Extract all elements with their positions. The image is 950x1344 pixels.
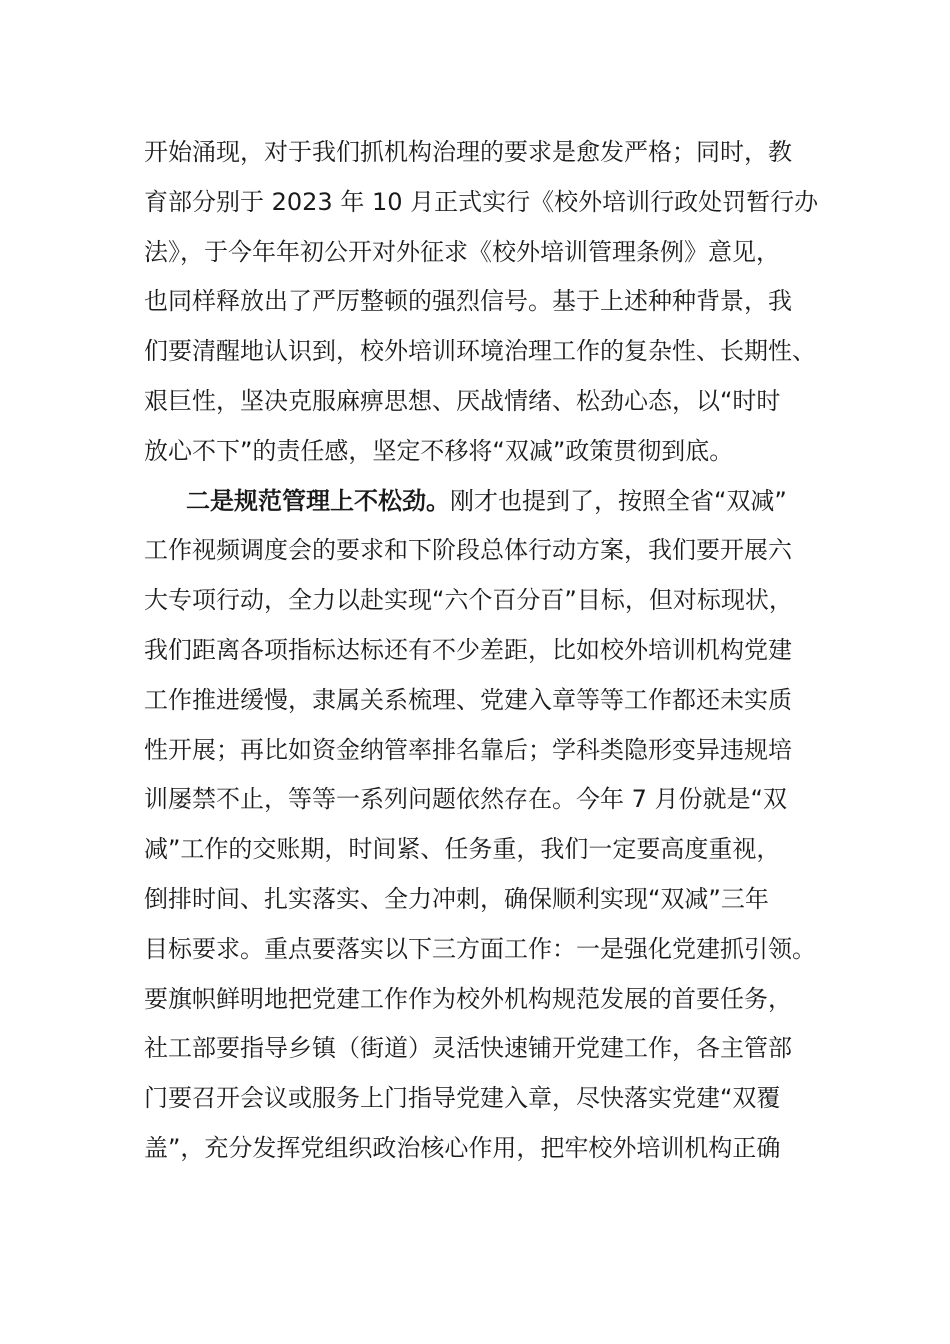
text-line: 工作视频调度会的要求和下阶段总体行动方案，我们要开展六 [144, 536, 792, 565]
section-heading: 二是规范管理上不松劲。 [186, 486, 450, 515]
paragraph-lead-line [144, 477, 816, 527]
text-line: 开始涌现，对于我们抓机构治理的要求是愈发严格；同时，教 [144, 138, 792, 166]
text-line: 训屡禁不止，等等一系列问题依然存在。今年 7 月份就是“双 [144, 785, 787, 814]
text-line: 法》，于今年年初公开对外征求《校外培训管理条例》意见， [144, 237, 780, 266]
text-line: 倒排时间、扎实落实、全力冲刺，确保顺利实现“双减”三年 [144, 884, 769, 913]
text-line: 我们距离各项指标达标还有不少差距，比如校外培训机构党建 [144, 635, 792, 664]
text-line: 工作推进缓慢，隶属关系梳理、党建入章等等工作都还未实质 [144, 685, 792, 714]
text-line: 减”工作的交账期，时间紧、任务重，我们一定要高度重视， [144, 835, 781, 864]
text-line: 放心不下”的责任感，坚定不移将“双减”政策贯彻到底。 [144, 436, 734, 465]
body-text [144, 128, 819, 1174]
text-line: 大专项行动，全力以赴实现“六个百分百”目标，但对标现状， [144, 586, 793, 615]
text-line: 社工部要指导乡镇（街道）灵活快速铺开党建工作，各主管部 [144, 1034, 792, 1063]
text-line: 育部分别于 2023 年 10 月正式实行《校外培训行政处罚暂行办 [144, 187, 819, 216]
text-line: 也同样释放出了严厉整顿的强烈信号。基于上述种种背景，我 [144, 287, 792, 316]
text-line: 性开展；再比如资金纳管率排名靠后；学科类隐形变异违规培 [144, 735, 792, 764]
text-line: 要旗帜鲜明地把党建工作作为校外机构规范发展的首要任务， [144, 984, 792, 1013]
text-line: 目标要求。重点要落实以下三方面工作：一是强化党建抓引领。 [144, 934, 816, 963]
text-span: 刚才也提到了，按照全省“双减” [450, 486, 787, 515]
text-line: 艰巨性，坚决克服麻痹思想、厌战情绪、松劲心态，以“时时 [144, 386, 781, 415]
text-line: 们要清醒地认识到，校外培训环境治理工作的复杂性、长期性、 [144, 337, 816, 366]
text-line: 门要召开会议或服务上门指导党建入章，尽快落实党建“双覆 [144, 1084, 781, 1113]
text-line: 盖”，充分发挥党组织政治核心作用，把牢校外培训机构正确 [144, 1133, 781, 1162]
